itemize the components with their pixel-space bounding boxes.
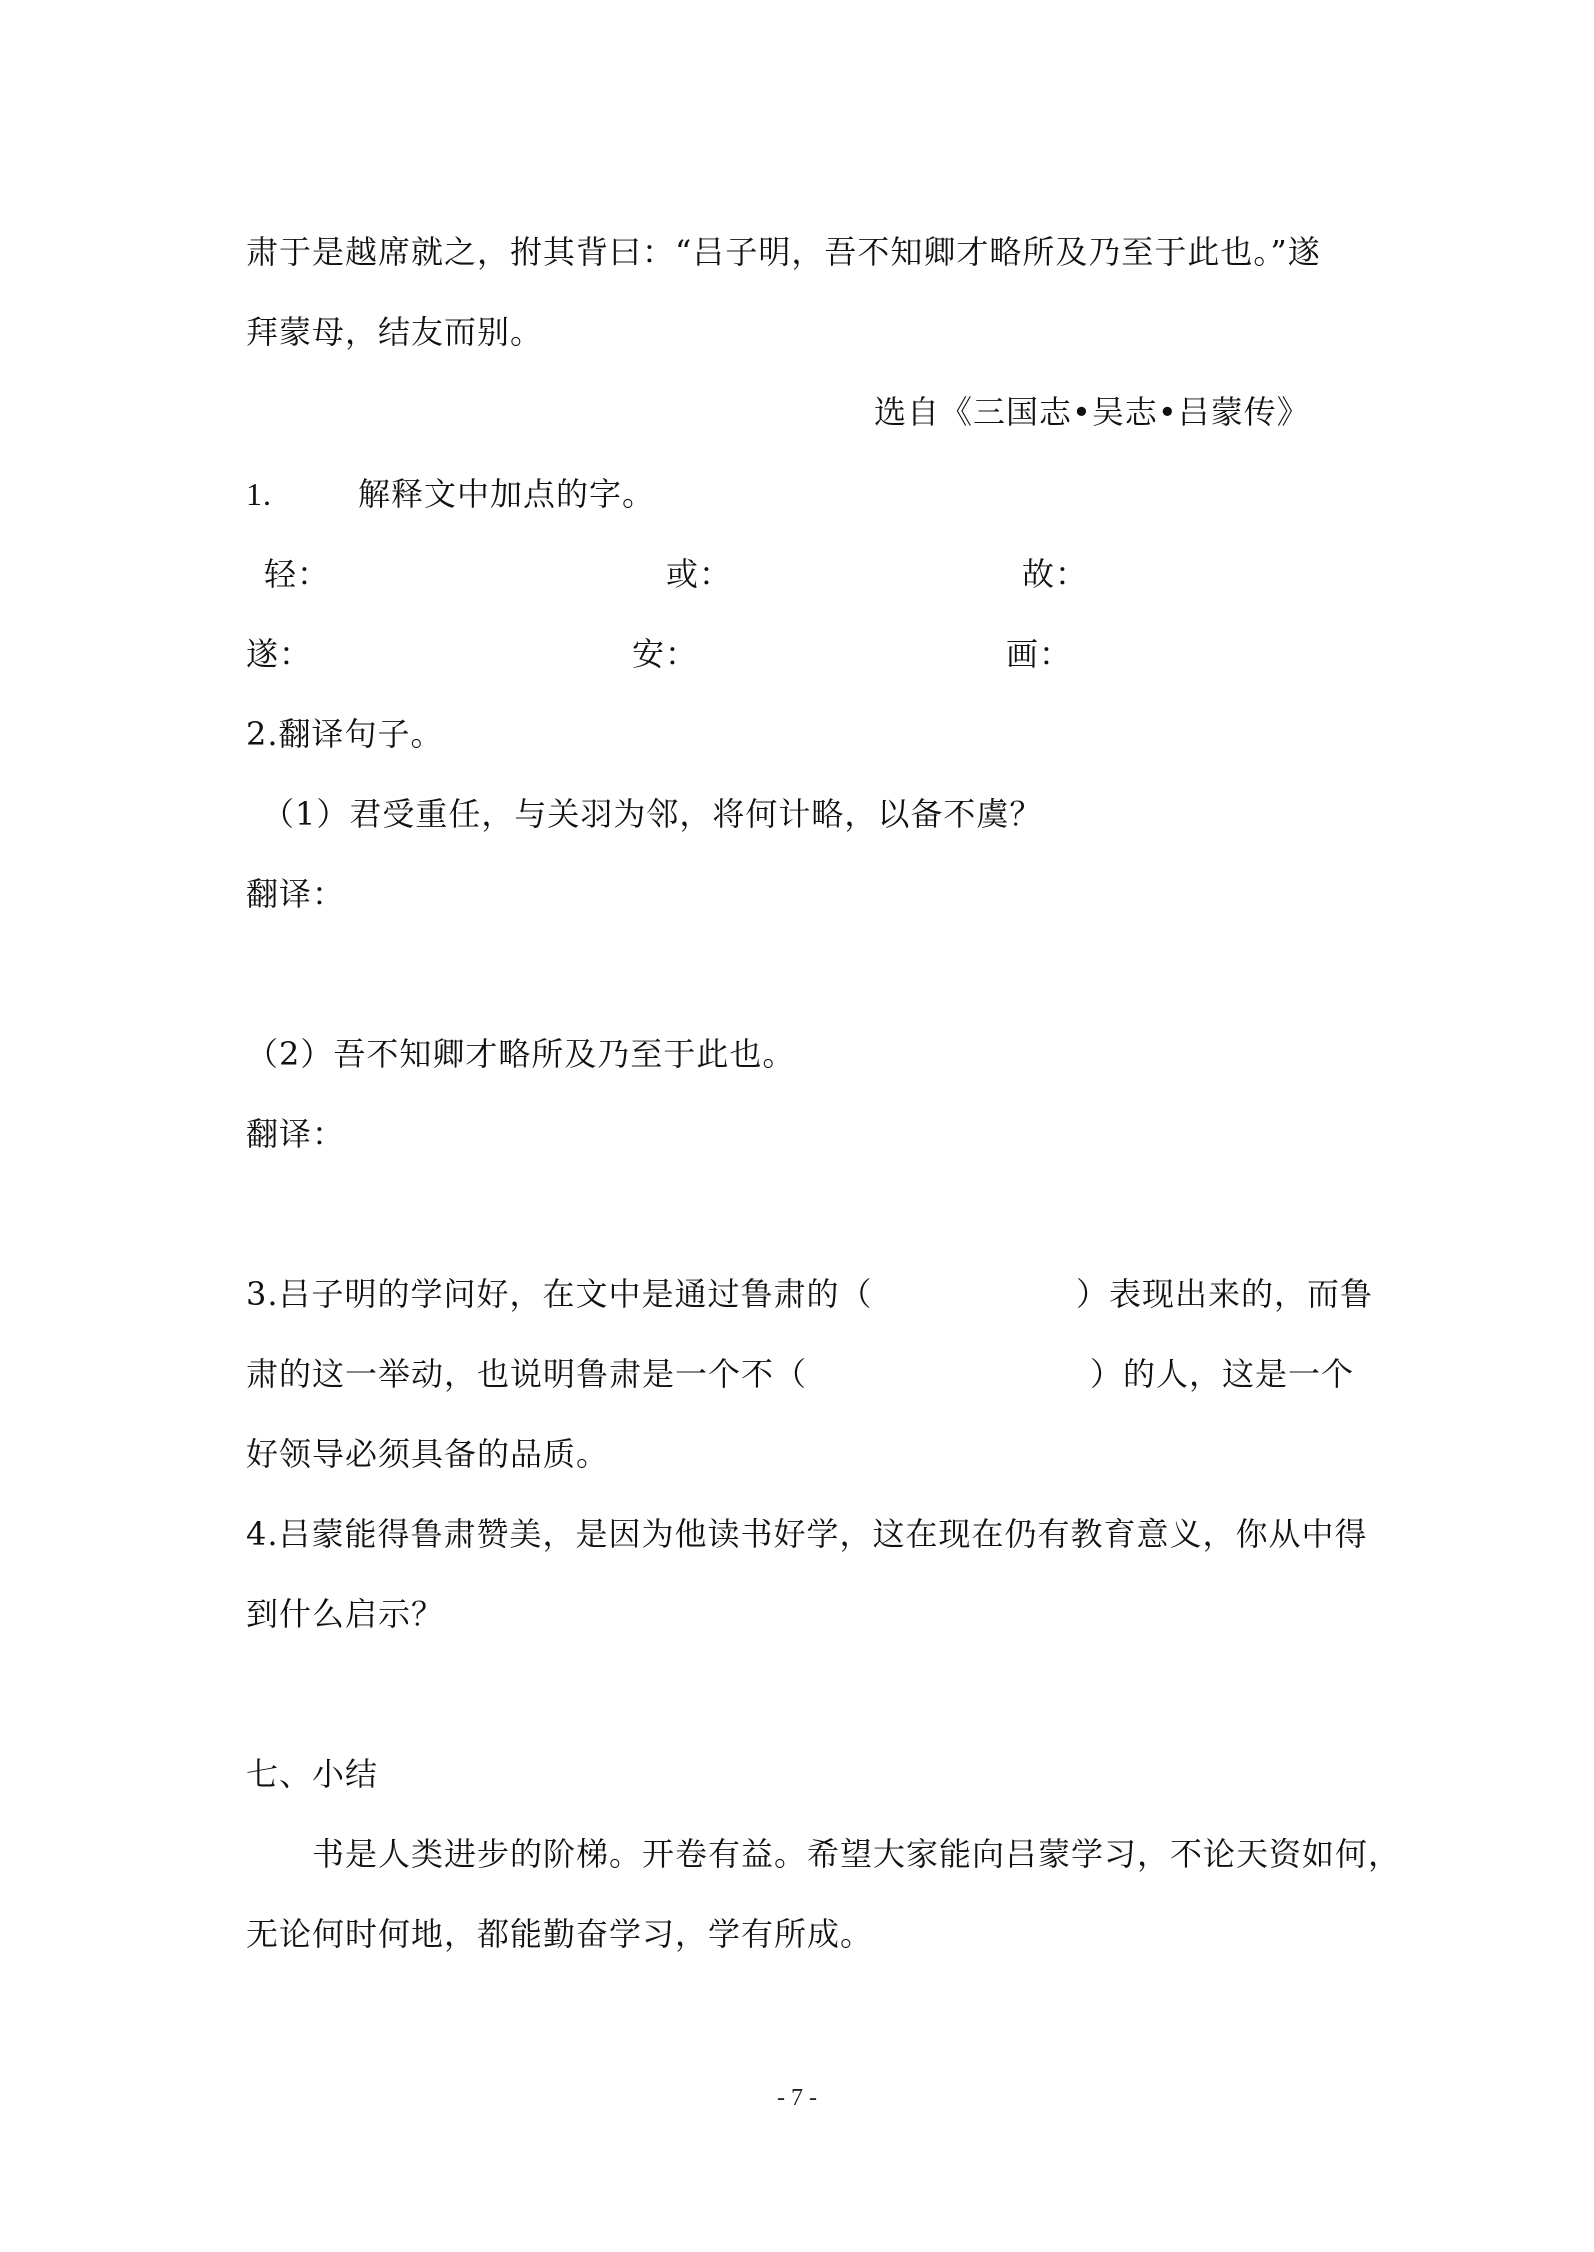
passage-line-2: 拜蒙母，结友而别。 — [246, 313, 544, 351]
q1-item-gu: 故： — [1022, 555, 1089, 593]
q1-item-sui: 遂： — [246, 635, 313, 673]
q4-line-2: 到什么启示？ — [246, 1595, 445, 1633]
q3-line-3: 好领导必须具备的品质。 — [246, 1435, 610, 1473]
q3-line-1-start: 3.吕子明的学问好，在文中是通过鲁肃的（ — [246, 1275, 873, 1313]
summary-line-1: 书是人类进步的阶梯。开卷有益。希望大家能向吕蒙学习，不论天资如何， — [312, 1835, 1402, 1873]
q1-item-an: 安： — [632, 635, 699, 673]
q3-line-1-end: ）表现出来的，而鲁 — [1076, 1275, 1374, 1313]
passage-line-1: 肃于是越席就之，拊其背曰：“吕子明，吾不知卿才略所及乃至于此也。”遂 — [246, 233, 1321, 271]
passage-source: 选自《三国志•吴志•吕蒙传》 — [874, 393, 1310, 431]
page-number: - 7 - — [777, 2085, 817, 2111]
q1-item-qing: 轻： — [264, 555, 331, 593]
q1-number: 1. — [246, 476, 272, 512]
q2-prompt: 2.翻译句子。 — [246, 715, 444, 753]
q2-translation-label-2: 翻译： — [246, 1115, 346, 1153]
q2-sentence-2: （2）吾不知卿才略所及乃至于此也。 — [246, 1035, 796, 1073]
summary-heading: 七、小结 — [246, 1755, 379, 1793]
summary-line-2: 无论何时何地，都能勤奋学习，学有所成。 — [246, 1915, 874, 1953]
q1-item-huo: 或： — [666, 555, 733, 593]
q2-translation-label-1: 翻译： — [246, 875, 346, 913]
q1-item-hua: 画： — [1006, 635, 1073, 673]
q1-prompt: 解释文中加点的字。 — [358, 475, 656, 513]
q4-line-1: 4.吕蒙能得鲁肃赞美，是因为他读书好学，这在现在仍有教育意义，你从中得 — [246, 1515, 1368, 1553]
q3-line-2-start: 肃的这一举动，也说明鲁肃是一个不（ — [246, 1355, 808, 1393]
q3-line-2-end: ）的人，这是一个 — [1090, 1355, 1355, 1393]
q2-sentence-1: （1）君受重任，与关羽为邻，将何计略，以备不虞？ — [262, 795, 1043, 833]
